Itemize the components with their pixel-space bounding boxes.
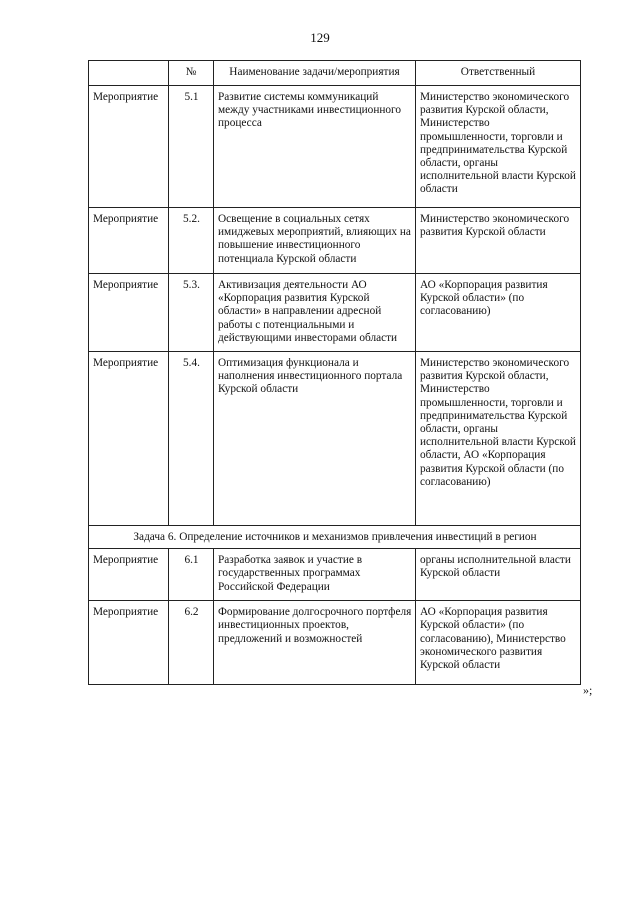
row-number: 6.2 <box>169 601 214 685</box>
row-number: 5.4. <box>169 352 214 526</box>
measures-table <box>88 60 581 685</box>
task-row <box>89 526 581 549</box>
row-type: Мероприятие <box>89 601 169 685</box>
task-heading: Задача 6. Определение источников и механизмов привлечения инвестиций в регион <box>89 526 581 549</box>
table-row <box>89 549 581 601</box>
row-name: Формирование долгосрочного портфеля инвестиционных проектов, предложений и возможностей <box>214 601 416 685</box>
row-name: Разработка заявок и участие в государственных программах Российской Федерации <box>214 549 416 601</box>
row-responsible: Министерство экономического развития Курской области <box>416 208 581 274</box>
table-row <box>89 208 581 274</box>
row-name: Освещение в социальных сетях имиджевых мероприятий, влияющих на повышение инвестиционного потенциала Курской области <box>214 208 416 274</box>
row-type: Мероприятие <box>89 352 169 526</box>
header-type <box>89 61 169 86</box>
row-number: 5.1 <box>169 86 214 208</box>
row-number: 5.2. <box>169 208 214 274</box>
row-name: Развитие системы коммуникаций между участниками инвестиционного процесса <box>214 86 416 208</box>
row-responsible: Министерство экономического развития Курской области, Министерство промышленности, торговли и предпринимательства Курской области, органы исполнительной власти Курской области, АО «Корпорация развития Курской области (по согласованию) <box>416 352 581 526</box>
header-responsible: Ответственный <box>416 61 581 86</box>
header-name: Наименование задачи/мероприятия <box>214 61 416 86</box>
page-number: 129 <box>310 30 330 45</box>
row-number: 6.1 <box>169 549 214 601</box>
table-row <box>89 601 581 685</box>
row-responsible: АО «Корпорация развития Курской области» (по согласованию), Министерство экономического развития Курской области <box>416 601 581 685</box>
row-type: Мероприятие <box>89 208 169 274</box>
table-row <box>89 274 581 352</box>
closing-quote-mark: »; <box>583 683 593 697</box>
row-name: Оптимизация функционала и наполнения инвестиционного портала Курской области <box>214 352 416 526</box>
row-name: Активизация деятельности АО «Корпорация развития Курской области» в направлении адресной работы с потенциальными и действующими инвесторами области <box>214 274 416 352</box>
table-header-row <box>89 61 581 86</box>
row-responsible: АО «Корпорация развития Курской области» (по согласованию) <box>416 274 581 352</box>
row-responsible: Министерство экономического развития Курской области, Министерство промышленности, торговли и предпринимательства Курской области, органы исполнительной власти Курской области <box>416 86 581 208</box>
row-type: Мероприятие <box>89 549 169 601</box>
table-row <box>89 352 581 526</box>
table-row <box>89 86 581 208</box>
row-responsible: органы исполнительной власти Курской области <box>416 549 581 601</box>
header-number: № <box>169 61 214 86</box>
row-type: Мероприятие <box>89 274 169 352</box>
row-type: Мероприятие <box>89 86 169 208</box>
row-number: 5.3. <box>169 274 214 352</box>
